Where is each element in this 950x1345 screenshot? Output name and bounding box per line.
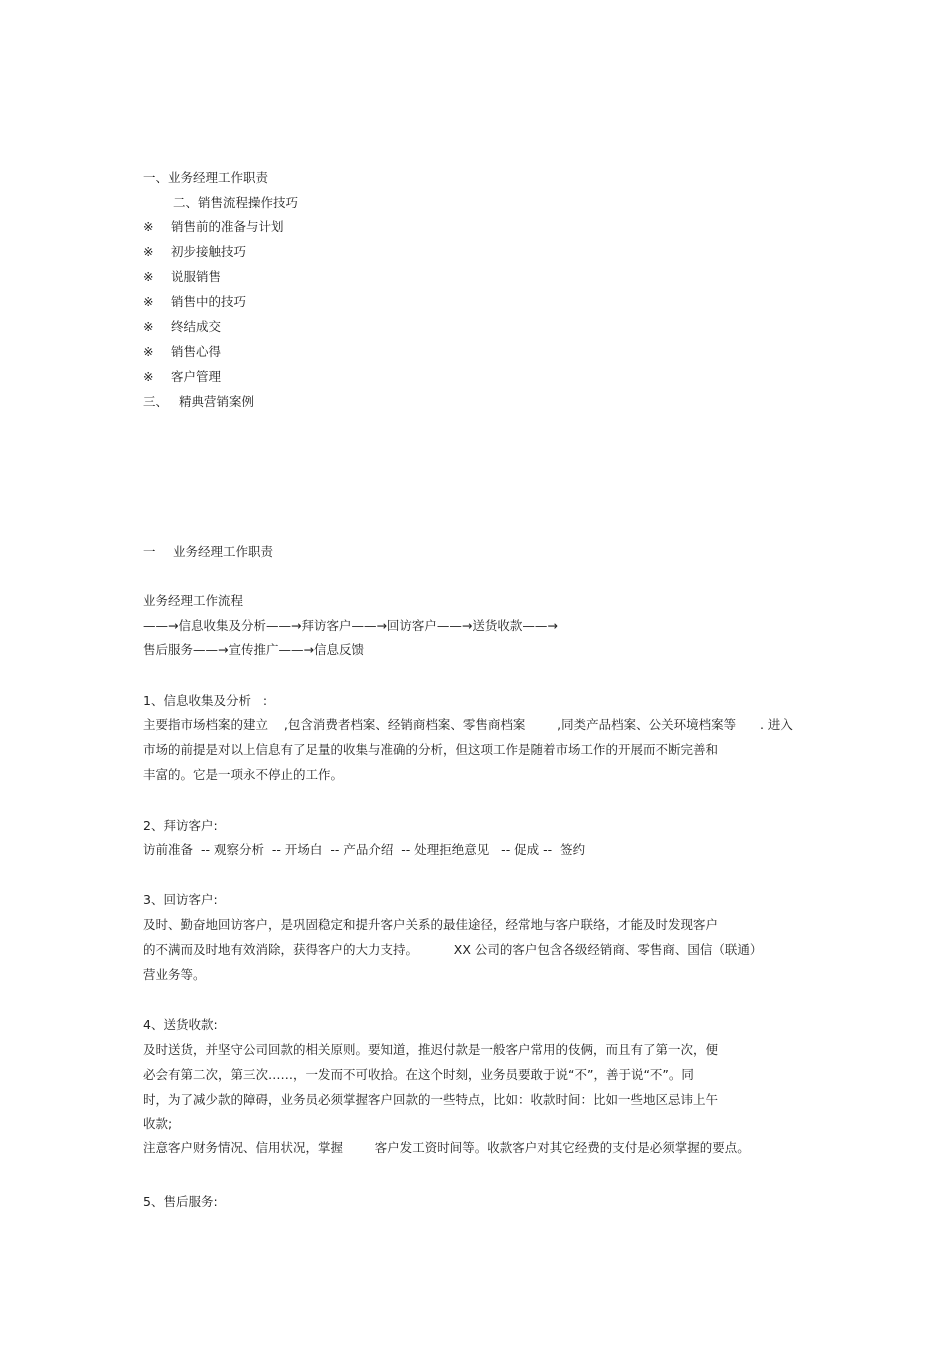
delivery-paragraph-line: 注意客户财务情况、信用状况，掌握 客户发工资时间等。收款客户对其它经费的支付是必须掌握的要点。: [143, 1140, 750, 1155]
revisit-paragraph-line: 营业务等。: [143, 967, 206, 982]
flow-title: 业务经理工作流程: [143, 593, 244, 608]
section-heading-label: 业务经理工作职责: [173, 544, 274, 559]
toc-subitem-label: 销售前的准备与计划: [171, 219, 284, 234]
toc-subitem: [143, 269, 221, 285]
bullet-mark: ※: [143, 344, 154, 359]
delivery-paragraph-line: 收款;: [143, 1116, 173, 1131]
flow-line: ——→信息收集及分析——→拜访客户——→回访客户——→送货收款——→: [143, 618, 558, 633]
bullet-mark: ※: [143, 219, 154, 234]
visit-steps: 访前准备 -- 观察分析 -- 开场白 -- 产品介绍 -- 处理拒绝意见 -- 促成 -- 签约: [143, 842, 586, 857]
toc-item-3-number: 三、: [143, 394, 169, 409]
toc-item-1: 一、业务经理工作职责: [143, 170, 269, 185]
toc-subitem: [143, 369, 221, 385]
delivery-title: 4、送货收款:: [143, 1017, 218, 1032]
toc-subitem-label: 客户管理: [171, 369, 222, 384]
info-title: 1、信息收集及分析 :: [143, 693, 268, 708]
toc-subitem: [143, 344, 221, 360]
toc-item-2: 二、销售流程操作技巧: [173, 195, 299, 210]
toc-subitem-label: 说服销售: [171, 269, 222, 284]
info-paragraph-line: 主要指市场档案的建立 ,包含消费者档案、经销商档案、零售商档案 ,同类产品档案、公关环境档案等 . 进入: [143, 717, 793, 732]
info-paragraph-line: 市场的前提是对以上信息有了足量的收集与准确的分析，但这项工作是随着市场工作的开展而不断完善和: [143, 742, 719, 757]
toc-subitem: [143, 319, 221, 335]
toc-item-3-label: 精典营销案例: [179, 394, 255, 409]
delivery-paragraph-line: 必会有第二次，第三次……，一发而不可收拾。在这个时刻，业务员要敢于说“不”，善于说“不”。同: [143, 1067, 694, 1082]
toc-subitem-label: 销售心得: [171, 344, 222, 359]
revisit-paragraph-line: 及时、勤奋地回访客户，是巩固稳定和提升客户关系的最佳途径，经常地与客户联络，才能及时发现客户: [143, 917, 719, 932]
revisit-title: 3、回访客户:: [143, 892, 218, 907]
flow-line: 售后服务——→宣传推广——→信息反馈: [143, 642, 364, 657]
toc-subitem-label: 销售中的技巧: [171, 294, 247, 309]
aftersales-title: 5、售后服务:: [143, 1194, 218, 1209]
bullet-mark: ※: [143, 369, 154, 384]
toc-subitem: [143, 244, 246, 260]
visit-title: 2、拜访客户:: [143, 818, 218, 833]
bullet-mark: ※: [143, 244, 154, 259]
bullet-mark: ※: [143, 269, 154, 284]
toc-subitem: [143, 294, 246, 310]
toc-item-3: [143, 394, 254, 410]
toc-subitem: [143, 219, 284, 235]
bullet-mark: ※: [143, 294, 154, 309]
toc-subitem-label: 初步接触技巧: [171, 244, 247, 259]
section-heading: [143, 544, 273, 560]
info-paragraph-line: 丰富的。它是一项永不停止的工作。: [143, 767, 344, 782]
bullet-mark: ※: [143, 319, 154, 334]
delivery-paragraph-line: 时，为了减少款的障碍，业务员必须掌握客户回款的一些特点，比如：收款时间：比如一些地区忌讳上午: [143, 1092, 719, 1107]
toc-subitem-label: 终结成交: [171, 319, 222, 334]
delivery-paragraph-line: 及时送货，并坚守公司回款的相关原则。要知道，推迟付款是一般客户常用的伎俩，而且有了第一次，便: [143, 1042, 719, 1057]
section-heading-number: 一: [143, 544, 156, 559]
revisit-paragraph-line: 的不满而及时地有效消除，获得客户的大力支持。 XX 公司的客户包含各级经销商、零售商、国信（联通）: [143, 942, 763, 957]
